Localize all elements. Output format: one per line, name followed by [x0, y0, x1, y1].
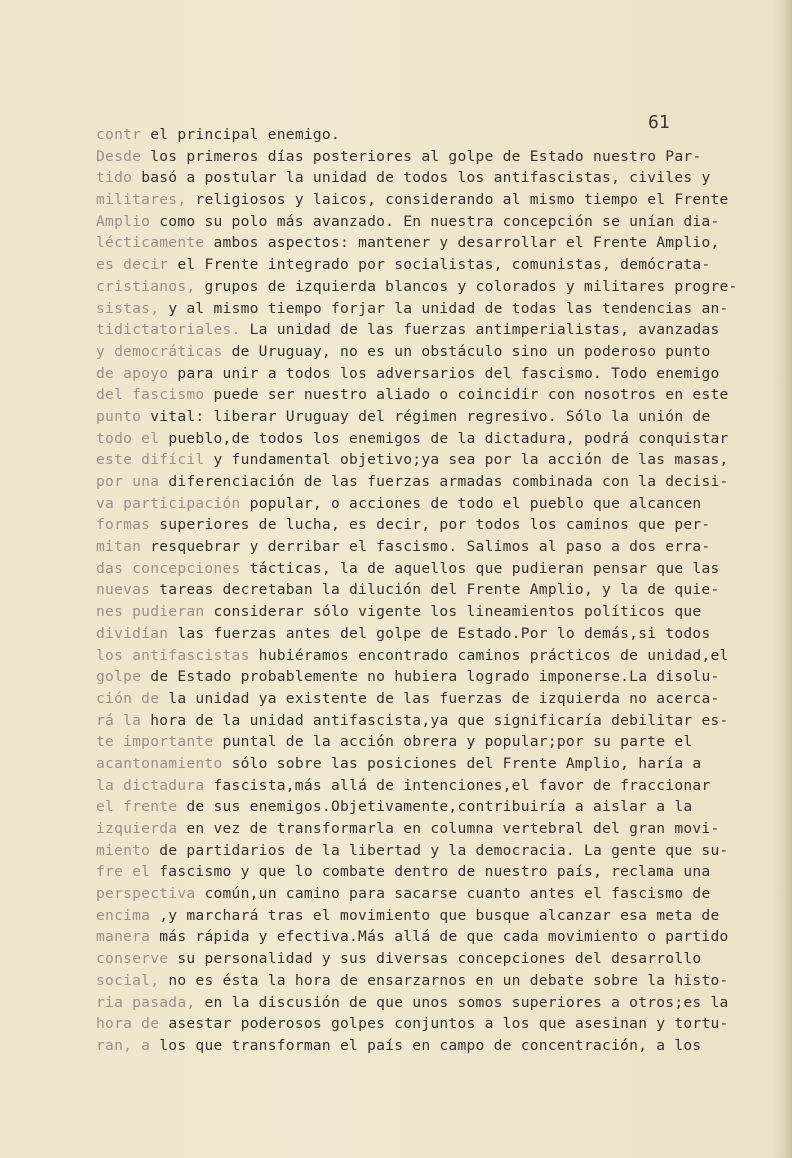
- text-line: [96, 341, 736, 363]
- line-text: ,y marchará tras el movimiento que busque alcanzar esa meta de: [159, 906, 720, 924]
- text-line: [96, 124, 736, 146]
- line-text: los primeros días posteriores al golpe de Estado nuestro Par-: [150, 147, 702, 165]
- line-text: pueblo,de todos los enemigos de la dictadura, podrá conquistar: [168, 429, 729, 447]
- line-text: el Frente integrado por socialistas, comunistas, demócrata-: [177, 256, 711, 274]
- line-lead-faded: miento: [96, 841, 151, 859]
- line-text: común,un camino para sacarse cuanto antes el fascismo de: [204, 885, 711, 903]
- text-line: [96, 211, 736, 233]
- line-text: hora de la unidad antifascista,ya que significaría debilitar es-: [150, 711, 729, 729]
- line-text: de Estado probablemente no hubiera logrado imponerse.La disolu-: [150, 668, 720, 686]
- page-edge-shadow: [774, 0, 792, 1158]
- line-text: superiores de lucha, es decir, por todos los caminos que per-: [159, 516, 711, 534]
- text-line: [96, 1013, 736, 1035]
- text-line: [96, 948, 736, 970]
- line-text: considerar sólo vigente los lineamientos políticos que: [213, 603, 702, 621]
- line-text: el principal enemigo.: [150, 126, 340, 143]
- line-lead-faded: das concepciones: [96, 559, 241, 577]
- line-text: en vez de transformarla en columna vertebral del gran movi-: [186, 820, 720, 837]
- line-text: como su polo más avanzado. En nuestra concepción se unían dia-: [159, 212, 720, 230]
- line-lead-faded: la dictadura: [96, 776, 205, 794]
- line-text: tácticas, la de aquellos que pudieran pensar que las: [249, 559, 720, 577]
- line-text: puede ser nuestro aliado o coincidir con nosotros en este: [213, 386, 729, 404]
- text-line: [96, 579, 736, 601]
- line-lead-faded: por una: [96, 473, 160, 490]
- text-line: [96, 818, 736, 840]
- line-text: basó a postular la unidad de todos los antifascistas, civiles y: [141, 169, 711, 187]
- line-lead-faded: va participación: [96, 494, 241, 512]
- page-number: 61: [648, 112, 670, 133]
- line-lead-faded: ran, a: [96, 1036, 151, 1054]
- text-line: [96, 623, 736, 645]
- line-lead-faded: manera: [96, 928, 151, 946]
- line-lead-faded: dividían: [96, 624, 169, 642]
- text-line: [96, 645, 736, 667]
- line-text: popular, o acciones de todo el pueblo que alcancen: [249, 494, 702, 512]
- line-text: asestar poderosos golpes conjuntos a los que asesinan y tortu-: [168, 1015, 729, 1033]
- line-lead-faded: social,: [96, 971, 160, 989]
- line-text: sólo sobre las posiciones del Frente Amplio, haría a: [231, 754, 702, 772]
- text-line: [96, 753, 736, 775]
- text-line: [96, 1035, 736, 1057]
- line-lead-faded: lécticamente: [96, 234, 205, 252]
- text-line: [96, 232, 736, 254]
- line-lead-faded: ción de: [96, 689, 160, 707]
- line-lead-faded: y democráticas: [96, 342, 223, 360]
- line-lead-faded: cristianos,: [96, 277, 196, 295]
- line-text: resquebrar y derribar el fascismo. Salimos al paso a dos erra-: [150, 538, 711, 556]
- text-line: [96, 775, 736, 797]
- line-lead-faded: ria pasada,: [96, 993, 196, 1011]
- line-lead-faded: encima: [96, 906, 151, 924]
- line-text: de Uruguay, no es un obstáculo sino un poderoso punto: [231, 342, 711, 360]
- text-line: [96, 883, 736, 905]
- line-text: no es ésta la hora de ensarzarnos en un debate sobre la histo-: [168, 971, 729, 989]
- line-lead-faded: izquierda: [96, 820, 178, 837]
- line-lead-faded: hora de: [96, 1015, 160, 1033]
- line-lead-faded: del fascismo: [96, 386, 205, 404]
- line-text: los que transforman el país en campo de concentración, a los: [159, 1036, 702, 1054]
- line-text: ambos aspectos: mantener y desarrollar el Frente Amplio,: [213, 234, 720, 252]
- text-line: [96, 319, 736, 341]
- line-lead-faded: sistas,: [96, 299, 160, 317]
- line-lead-faded: rá la: [96, 711, 142, 729]
- line-lead-faded: de apoyo: [96, 364, 169, 382]
- text-line: [96, 514, 736, 536]
- text-line: [96, 840, 736, 862]
- text-line: [96, 666, 736, 688]
- text-line: [96, 536, 736, 558]
- line-lead-faded: es decir: [96, 256, 169, 274]
- line-lead-faded: este difícil: [96, 451, 205, 469]
- text-line: [96, 601, 736, 623]
- text-line: [96, 493, 736, 515]
- line-text: hubiéramos encontrado caminos prácticos de unidad,el: [258, 646, 729, 664]
- line-text: de sus enemigos.Objetivamente,contribuiría a aislar a la: [186, 798, 693, 816]
- line-text: su personalidad y sus diversas concepciones del desarrollo: [177, 950, 702, 968]
- line-lead-faded: tidictatoriales.: [96, 321, 241, 339]
- line-lead-faded: tido: [96, 169, 133, 187]
- text-line: [96, 861, 736, 883]
- text-line: [96, 558, 736, 580]
- line-text: de partidarios de la libertad y la democracia. La gente que su-: [159, 841, 729, 859]
- text-line: [96, 363, 736, 385]
- line-text: y al mismo tiempo forjar la unidad de todas las tendencias an-: [168, 299, 729, 317]
- line-text: para unir a todos los adversarios del fascismo. Todo enemigo: [177, 364, 720, 382]
- line-text: vital: liberar Uruguay del régimen regresivo. Sólo la unión de: [150, 407, 711, 425]
- line-lead-faded: el frente: [96, 798, 178, 816]
- line-lead-faded: Amplio: [96, 212, 151, 230]
- line-lead-faded: golpe: [96, 668, 142, 686]
- text-line: [96, 449, 736, 471]
- line-lead-faded: Desde: [96, 147, 142, 165]
- text-line: [96, 189, 736, 211]
- line-lead-faded: nes pudieran: [96, 603, 205, 621]
- line-text: más rápida y efectiva.Más allá de que cada movimiento o partido: [159, 928, 729, 946]
- line-lead-faded: fre el: [96, 863, 151, 881]
- text-line: [96, 298, 736, 320]
- line-lead-faded: acantonamiento: [96, 754, 223, 772]
- line-lead-faded: contr: [96, 126, 142, 143]
- line-lead-faded: conserve: [96, 950, 169, 968]
- line-text: en la discusión de que unos somos superiores a otros;es la: [204, 993, 729, 1011]
- line-text: la unidad ya existente de las fuerzas de izquierda no acerca-: [168, 689, 720, 707]
- line-lead-faded: mitan: [96, 538, 142, 556]
- text-line: [96, 926, 736, 948]
- line-text: y fundamental objetivo;ya sea por la acción de las masas,: [213, 451, 729, 469]
- text-line: [96, 731, 736, 753]
- text-line: [96, 146, 736, 168]
- line-lead-faded: militares,: [96, 191, 187, 209]
- line-text: La unidad de las fuerzas antimperialistas, avanzadas: [249, 321, 720, 339]
- line-text: tareas decretaban la dilución del Frente Amplio, y la de quie-: [159, 581, 720, 599]
- text-line: [96, 428, 736, 450]
- text-line: [96, 688, 736, 710]
- text-line: [96, 384, 736, 406]
- text-line: [96, 992, 736, 1014]
- line-lead-faded: punto: [96, 407, 142, 425]
- line-lead-faded: perspectiva: [96, 885, 196, 903]
- text-line: [96, 276, 736, 298]
- text-line: [96, 905, 736, 927]
- line-lead-faded: te importante: [96, 733, 214, 751]
- line-text: diferenciación de las fuerzas armadas combinada con la decisi-: [168, 473, 729, 490]
- text-line: [96, 471, 736, 493]
- line-text: puntal de la acción obrera y popular;por su parte el: [222, 733, 693, 751]
- text-line: [96, 796, 736, 818]
- line-text: fascismo y que lo combate dentro de nuestro país, reclama una: [159, 863, 711, 881]
- line-text: grupos de izquierda blancos y colorados y militares progre-: [204, 277, 738, 295]
- line-lead-faded: todo el: [96, 429, 160, 447]
- line-text: religiosos y laicos, considerando al mismo tiempo el Frente: [195, 191, 729, 209]
- line-text: fascista,más allá de intenciones,el favor de fraccionar: [213, 776, 711, 794]
- text-line: [96, 406, 736, 428]
- text-line: [96, 254, 736, 276]
- text-line: [96, 970, 736, 992]
- line-lead-faded: nuevas: [96, 581, 151, 599]
- text-line: [96, 167, 736, 189]
- line-text: las fuerzas antes del golpe de Estado.Por lo demás,si todos: [177, 624, 711, 642]
- text-line: [96, 710, 736, 732]
- body-text: [96, 124, 736, 1057]
- line-lead-faded: los antifascistas: [96, 646, 250, 664]
- line-lead-faded: formas: [96, 516, 151, 534]
